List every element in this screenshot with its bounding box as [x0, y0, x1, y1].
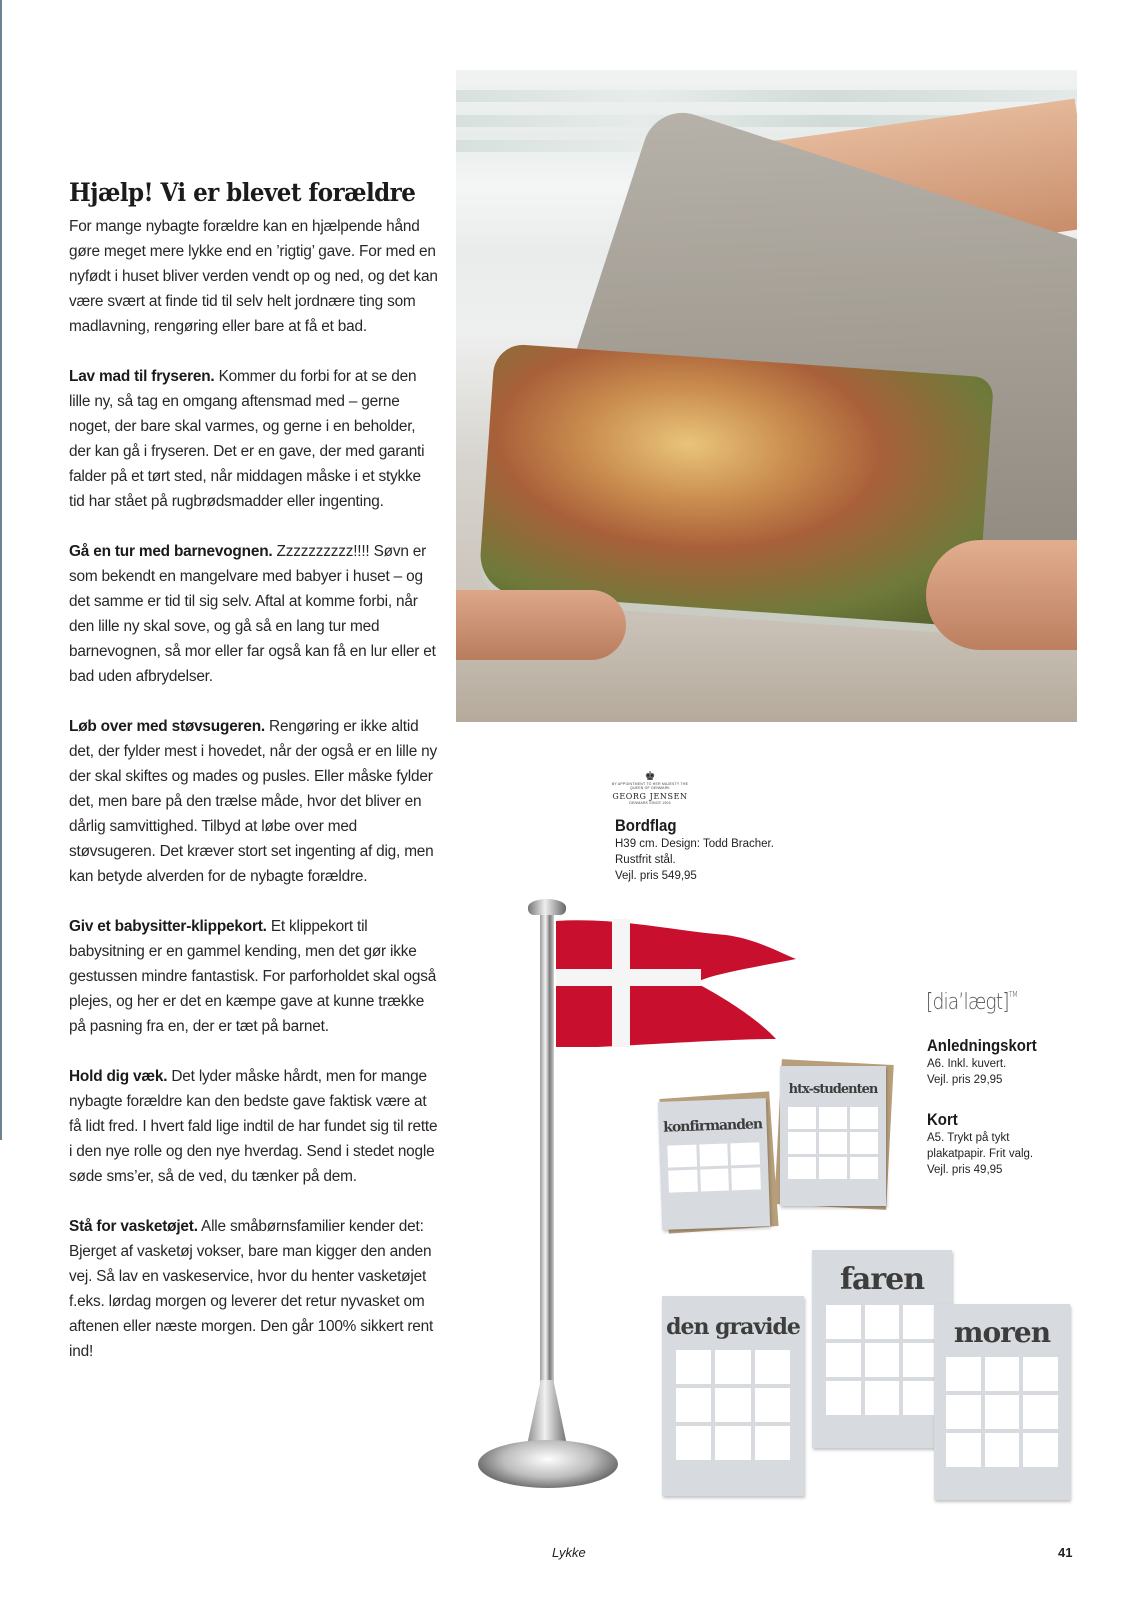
dialaegt-logo — [926, 990, 1017, 1015]
card-konfirmanden — [658, 1098, 770, 1230]
section-heading: Stå for vasketøjet. — [69, 1218, 198, 1235]
card-title: htx-studenten — [788, 1082, 878, 1097]
card-title: moren — [953, 1316, 1051, 1349]
product-name: Anledningskort — [927, 1036, 1037, 1055]
section-body: Et klippekort til babysitning er en gammel kending, men det gør ikke gestussen mindre fantastisk. For parforholdet skal også plejes, og her er det en kæmpe gave at kunne trække på pasning fra en, der er tæt på barnet. — [69, 918, 437, 1035]
product-price: Vejl. pris 49,95 — [927, 1164, 1003, 1176]
card-htx-studenten — [780, 1066, 886, 1206]
product-price: Vejl. pris 549,95 — [615, 870, 697, 882]
hand — [456, 590, 626, 660]
danish-flag-icon — [556, 917, 796, 1047]
product-price: Vejl. pris 29,95 — [927, 1074, 1003, 1086]
section-heading: Lav mad til fryseren. — [69, 368, 215, 385]
product-anledningskort — [927, 1036, 1052, 1088]
product-spec: H39 cm. Design: Todd Bracher. — [615, 838, 774, 850]
card-moren — [934, 1304, 1070, 1500]
card-faren — [812, 1250, 952, 1448]
flag-pole — [540, 900, 554, 1420]
hand — [926, 540, 1077, 650]
section-body: Zzzzzzzzzz!!!! Søvn er som bekendt en mangelvare med babyer i huset – og det samme er tid til sig selv. Aftal at komme forbi, når den lille ny skal sove, og gå så en lang tur med barnevognen, så mor eller far også kan få en lur eller et bad uden afbrydelser. — [69, 543, 436, 685]
article-section — [69, 1214, 439, 1364]
footer-magazine-title: Lykke — [552, 1545, 586, 1560]
article — [69, 178, 439, 1389]
lasagna-photo — [456, 70, 1077, 722]
georg-jensen-logo — [610, 770, 690, 805]
page-number: 41 — [1058, 1545, 1073, 1560]
flag-base — [478, 1440, 618, 1488]
royal-appointment-text: BY APPOINTMENT TO HER MAJESTY THE QUEEN OF DENMARK — [611, 782, 689, 790]
section-heading: Hold dig væk. — [69, 1068, 168, 1085]
article-section — [69, 539, 439, 689]
section-heading: Giv et babysitter-klippekort. — [69, 918, 267, 935]
flag-pole-top — [528, 899, 566, 915]
article-intro: For mange nybagte forældre kan en hjælpende hånd gøre meget mere lykke end en ’rigtig’ gave. For med en nyfødt i huset bliver verden vendt op og ned, og det kan være svært at finde tid til selv helt jordnære ting som madlavning, rengøring eller bare at få et bad. — [69, 218, 438, 335]
lasagna-dish — [478, 343, 994, 627]
section-body: Rengøring er ikke altid det, der fylder mest i hovedet, når der også er en lille ny der skal skiftes og mades og pusles. Eller måske fylder det, men bare på den trælse måde, hvor det bliver en dårlig samvittighed. Tilbyd at løbe over med støvsugeren. Det kræver stort set ingenting af dig, men kan betyde alverden for de nybagte forældre. — [69, 718, 438, 885]
article-section — [69, 364, 439, 514]
product-bordflag — [615, 816, 774, 884]
product-spec: plakatpapir. Frit valg. — [927, 1148, 1034, 1160]
article-title: Hjælp! Vi er blevet forældre — [69, 178, 416, 207]
product-material: Rustfrit stål. — [615, 854, 676, 866]
article-section — [69, 714, 439, 889]
section-body: Alle småbørnsfamilier kender det: Bjerget af vasketøj vokser, bare man kigger den anden vej. Så lav en vaskeservice, hvor du henter vasketøjet f.eks. lørdag morgen og leverer det retur nyvasket om aftenen eller næste morgen. Den går 100% sikkert rent ind! — [69, 1218, 434, 1360]
article-section — [69, 914, 439, 1039]
product-name: Bordflag — [615, 816, 677, 835]
product-name: Kort — [927, 1110, 958, 1129]
brand-since: DENMARK SINCE 1904 — [629, 801, 671, 805]
section-body: Det lyder måske hårdt, men for mange nybagte forældre kan den bedste gave faktisk være at få lidt fred. I hvert fald lige indtil de har fundet sig til rette i den nye rolle og den nye hverdag. Send i stedet nogle søde sms’er, så de ved, du tænker på dem. — [69, 1068, 438, 1185]
crown-icon: ♚ — [644, 769, 656, 783]
article-section — [69, 1064, 439, 1189]
product-spec: A6. Inkl. kuvert. — [927, 1058, 1007, 1070]
card-title: konfirmanden — [662, 1116, 763, 1136]
trademark: TM — [1008, 990, 1018, 999]
section-heading: Gå en tur med barnevognen. — [69, 543, 273, 560]
brand-name: GEORG JENSEN — [612, 792, 688, 801]
card-title: faren — [839, 1262, 925, 1297]
page-edge — [0, 0, 2, 1140]
brand-name: [dia’lægt] — [926, 990, 1009, 1015]
card-den-gravide — [662, 1296, 804, 1496]
section-heading: Løb over med støvsugeren. — [69, 718, 265, 735]
section-body: Kommer du forbi for at se den lille ny, så tag en omgang aftensmad med – gerne noget, der bare skal varmes, og gerne i en beholder, der kan gå i fryseren. Det er en gave, der med garanti falder på et tørt sted, når middagen måske i et stykke tid har stået på rugbrødsmadder eller ingenting. — [69, 368, 425, 510]
card-title: den gravide — [666, 1314, 800, 1340]
window-blind — [456, 90, 1077, 102]
product-spec: A5. Trykt på tykt — [927, 1132, 1010, 1144]
product-kort — [927, 1110, 1033, 1178]
